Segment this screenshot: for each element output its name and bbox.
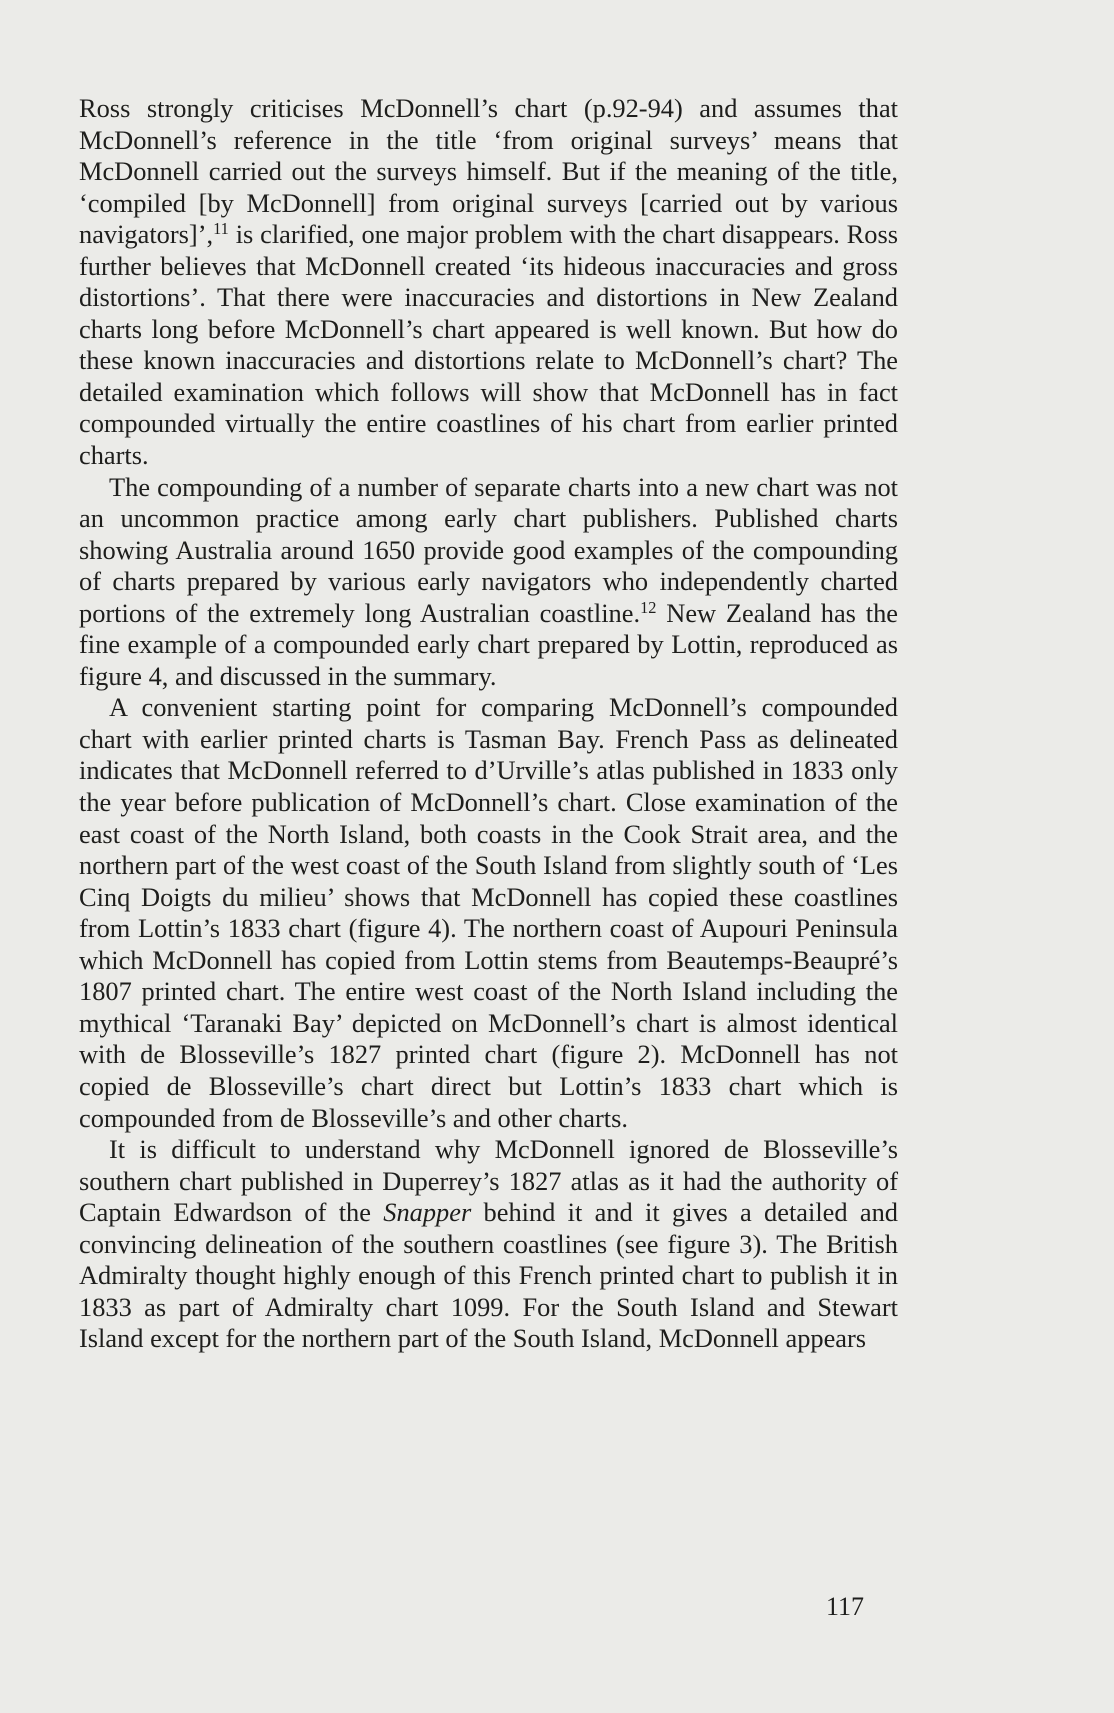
- body-text: [79, 93, 898, 1355]
- paragraph-2: [79, 472, 898, 693]
- paragraph-3-text: A convenient starting point for comparing McDonnell’s compounded chart with earlier printed charts is Tasman Bay. French Pass as delineated indicates that McDonnell referred to d’Urville’s atlas published in 1833 only the year before publication of McDonnell’s chart. Close examination of the east coast of the North Island, both coasts in the Cook Strait area, and the northern part of the west coast of the South Island from slightly south of ‘Les Cinq Doigts du milieu’ shows that McDonnell has copied these coastlines from Lottin’s 1833 chart (figure 4). The northern coast of Aupouri Peninsula which McDonnell has copied from Lottin stems from Beautemps-Beaupré’s 1807 printed chart. The entire west coast of the North Island including the mythical ‘Taranaki Bay’ depicted on McDonnell’s chart is almost identical with de Blosseville’s 1827 printed chart (figure 2). McDonnell has not copied de Blosseville’s chart direct but Lottin’s 1833 chart which is compounded from de Blosseville’s and other charts.: [79, 692, 898, 1133]
- paragraph-1: [79, 93, 898, 472]
- paragraph-3: [79, 692, 898, 1134]
- ship-name-snapper: Snapper: [383, 1197, 472, 1228]
- footnote-ref-11[interactable]: 11: [213, 219, 229, 239]
- paragraph-2-text-b: New Zealand has the fine example of a compounded early chart prepared by Lottin, reproduced as figure 4, and discussed in the summary.: [79, 597, 899, 691]
- paragraph-4: [79, 1134, 898, 1355]
- footnote-ref-12[interactable]: 12: [640, 597, 657, 617]
- page-number: 117: [826, 1592, 865, 1621]
- paragraph-1-text-a: Ross strongly criticises McDonnell’s chart (p.92-94) and assumes that McDonnell’s reference in the title ‘from original surveys’ means that McDonnell carried out the surveys himself. But if the meaning of the title, ‘compiled [by McDonnell] from original surveys [carried out by various navigators]’,: [79, 93, 898, 250]
- paragraph-2-text-a: The compounding of a number of separate charts into a new chart was not an uncommon practice among early chart publishers. Published charts showing Australia around 1650 provide good examples of the compounding of charts prepared by various early navigators who independently charted portions of the extremely long Australian coastline.: [79, 471, 898, 628]
- paragraph-4-text-b: behind it and it gives a detailed and convincing delineation of the southern coastlines (see figure 3). The British Admiralty thought highly enough of this French printed chart to publish it in 1833 as part of Admiralty chart 1099. For the South Island and Stewart Island except for the northern part of the South Island, McDonnell appears: [79, 1197, 898, 1354]
- paragraph-4-text-a: It is difficult to understand why McDonnell ignored de Blosseville’s southern chart published in Duperrey’s 1827 atlas as it had the authority of Captain Edwardson of the: [79, 1134, 898, 1228]
- paragraph-1-text-b: is clarified, one major problem with the chart disappears. Ross further believes that McDonnell created ‘its hideous inaccuracies and gross distortions’. That there were inaccuracies and distortions in New Zealand charts long before McDonnell’s chart appeared is well known. But how do these known inaccuracies and distortions relate to McDonnell’s chart? The detailed examination which follows will show that McDonnell has in fact compounded virtually the entire coastlines of his chart from earlier printed charts.: [79, 219, 898, 471]
